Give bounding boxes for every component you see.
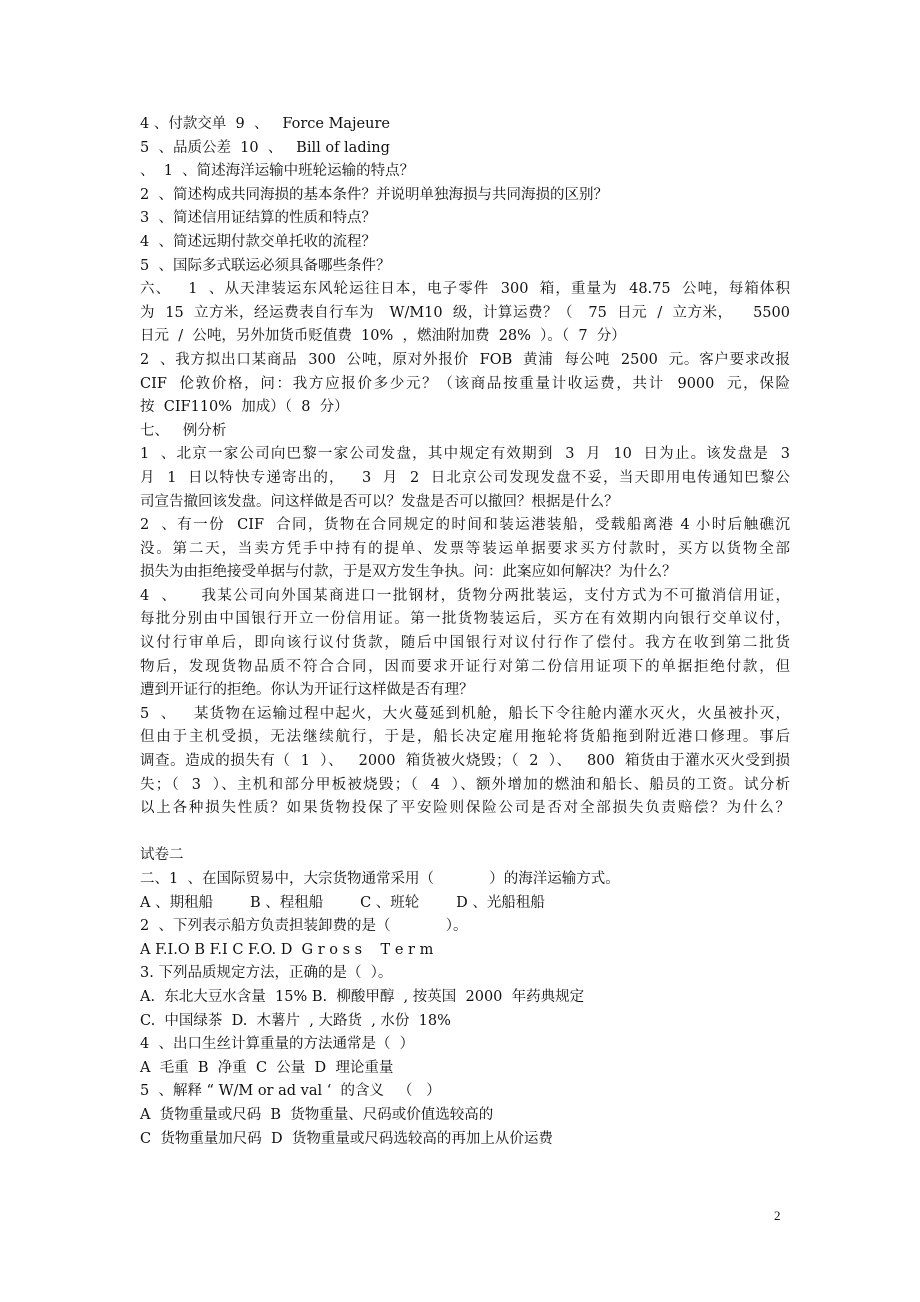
text-line: 3. 下列品质规定方法，正确的是（ ）。	[140, 965, 393, 982]
document-body	[140, 113, 790, 1151]
text-line: 4 、出口生丝计算重量的方法通常是（ ）	[140, 1036, 415, 1053]
text-line: A 货物重量或尺码 B 货物重量、尺码或价值选较高的	[140, 1106, 494, 1123]
text-line: A F.I.O B F.I C F.O. D G r o s s T e r m	[140, 941, 434, 958]
text-line: 以上各种损失性质？如果货物投保了平安险则保险公司是否对全部损失负责赔偿？为什么？	[140, 800, 790, 817]
text-line: 七、 例分析	[140, 422, 227, 439]
text-line: 损失为由拒绝接受单据与付款，于是双方发生争执。问：此案应如何解决？为什么？	[140, 564, 677, 581]
text-line: 5 、 某货物在运输过程中起火，大火蔓延到机舱，船长下令往舱内灌水灭火，火虽被扑灭，	[140, 705, 790, 722]
text-line: 5 、国际多式联运必须具备哪些条件？	[140, 257, 391, 274]
text-line: 2 、我方拟出口某商品 300 公吨，原对外报价 FOB 黄浦 每公吨 2500 元。客户要求改报	[140, 351, 790, 368]
text-line: 4 、简述远期付款交单托收的流程？	[140, 233, 376, 250]
text-line: 但由于主机受损，无法继续航行，于是，船长决定雇用拖轮将货船拖到附近港口修理。事后	[140, 729, 790, 746]
text-line: A. 东北大豆水含量 15% B. 柳酸甲醇 , 按英国 2000 年药典规定	[140, 988, 585, 1005]
text-line: C. 中国绿茶 D. 木薯片 , 大路货 , 水份 18%	[140, 1012, 451, 1029]
text-line: 4 、付款交单 9 、 Force Majeure	[140, 116, 390, 132]
text-line: 试卷二	[140, 847, 184, 864]
text-line: 失；（ 3 ）、主机和部分甲板被烧毁；（ 4 ）、额外增加的燃油和船长、船员的工资。试分析	[140, 776, 790, 793]
blank-line	[140, 821, 790, 845]
text-line: 日元 / 公吨，另外加货币贬值费 10% ，燃油附加费 28% ）。（ 7 分）	[140, 328, 626, 345]
text-line: 、 1 、简述海洋运输中班轮运输的特点？	[140, 163, 415, 180]
text-line: 二、1 、在国际贸易中，大宗货物通常采用（ ）的海洋运输方式。	[140, 871, 620, 887]
text-line: 没。第二天，当卖方凭手中持有的提单、发票等装运单据要求买方付款时，买方以货物全部	[140, 540, 790, 557]
text-line: 物后，发现货物品质不符合合同，因而要求开证行对第二份信用证项下的单据拒绝付款，但	[140, 658, 790, 675]
text-line: 2 、下列表示船方负责担装卸费的是（ ）。	[140, 918, 468, 935]
text-line: 4 、 我某公司向外国某商进口一批钢材，货物分两批装运，支付方式为不可撤消信用证，	[140, 587, 790, 604]
text-line: 5 、解释 “ W/M or ad val ‘ 的含义 （ ）	[140, 1083, 441, 1100]
text-line: 遭到开证行的拒绝。你认为开证行这样做是否有理？	[140, 682, 474, 699]
text-line: 2 、简述构成共同海损的基本条件？并说明单独海损与共同海损的区别？	[140, 186, 608, 203]
text-line: 1 、北京一家公司向巴黎一家公司发盘，其中规定有效期到 3 月 10 日为止。该发盘是 3	[140, 446, 790, 463]
text-line: 每批分别由中国银行开立一份信用证。第一批货物装运后，买方在有效期内向银行交单议付，	[140, 611, 790, 628]
text-line: 2 、有一份 CIF 合同，货物在合同规定的时间和装运港装船，受载船离港 4 小时后触礁沉	[140, 517, 790, 534]
text-line: C 货物重量加尺码 D 货物重量或尺码选较高的再加上从价运费	[140, 1130, 553, 1147]
text-line: 3 、简述信用证结算的性质和特点？	[140, 210, 376, 227]
text-line: 5 、品质公差 10 、 Bill of lading	[140, 139, 390, 156]
text-line: 为 15 立方米，经运费表自行车为 W/M10 级，计算运费？（ 75 日元 / 立方米， 5500	[140, 304, 790, 321]
text-line: A 、期租船 B 、程租船 C 、班轮 D 、光船租船	[140, 894, 545, 911]
text-line: 司宣告撤回该发盘。问这样做是否可以？发盘是否可以撤回？根据是什么？	[140, 493, 619, 510]
text-line: 议付行审单后，即向该行议付货款，随后中国银行对议付行作了偿付。我方在收到第二批货	[140, 635, 790, 652]
text-line: A 毛重 B 净重 C 公量 D 理论重量	[140, 1059, 394, 1076]
text-line: 按 CIF110% 加成）（ 8 分）	[140, 399, 349, 416]
text-line: CIF 伦敦价格，问：我方应报价多少元？（该商品按重量计收运费，共计 9000 元，保险	[140, 375, 790, 392]
page-number: 2	[774, 1208, 781, 1223]
text-line: 调查。造成的损失有（ 1 ）、 2000 箱货被火烧毁；（ 2 ）、 800 箱货由于灌水灭火受到损	[140, 753, 790, 770]
text-line: 六、 1 、从天津装运东风轮运往日本，电子零件 300 箱，重量为 48.75 公吨，每箱体积	[140, 281, 790, 298]
text-line: 月 1 日以特快专递寄出的， 3 月 2 日北京公司发现发盘不妥，当天即用电传通知巴黎公	[140, 469, 790, 486]
